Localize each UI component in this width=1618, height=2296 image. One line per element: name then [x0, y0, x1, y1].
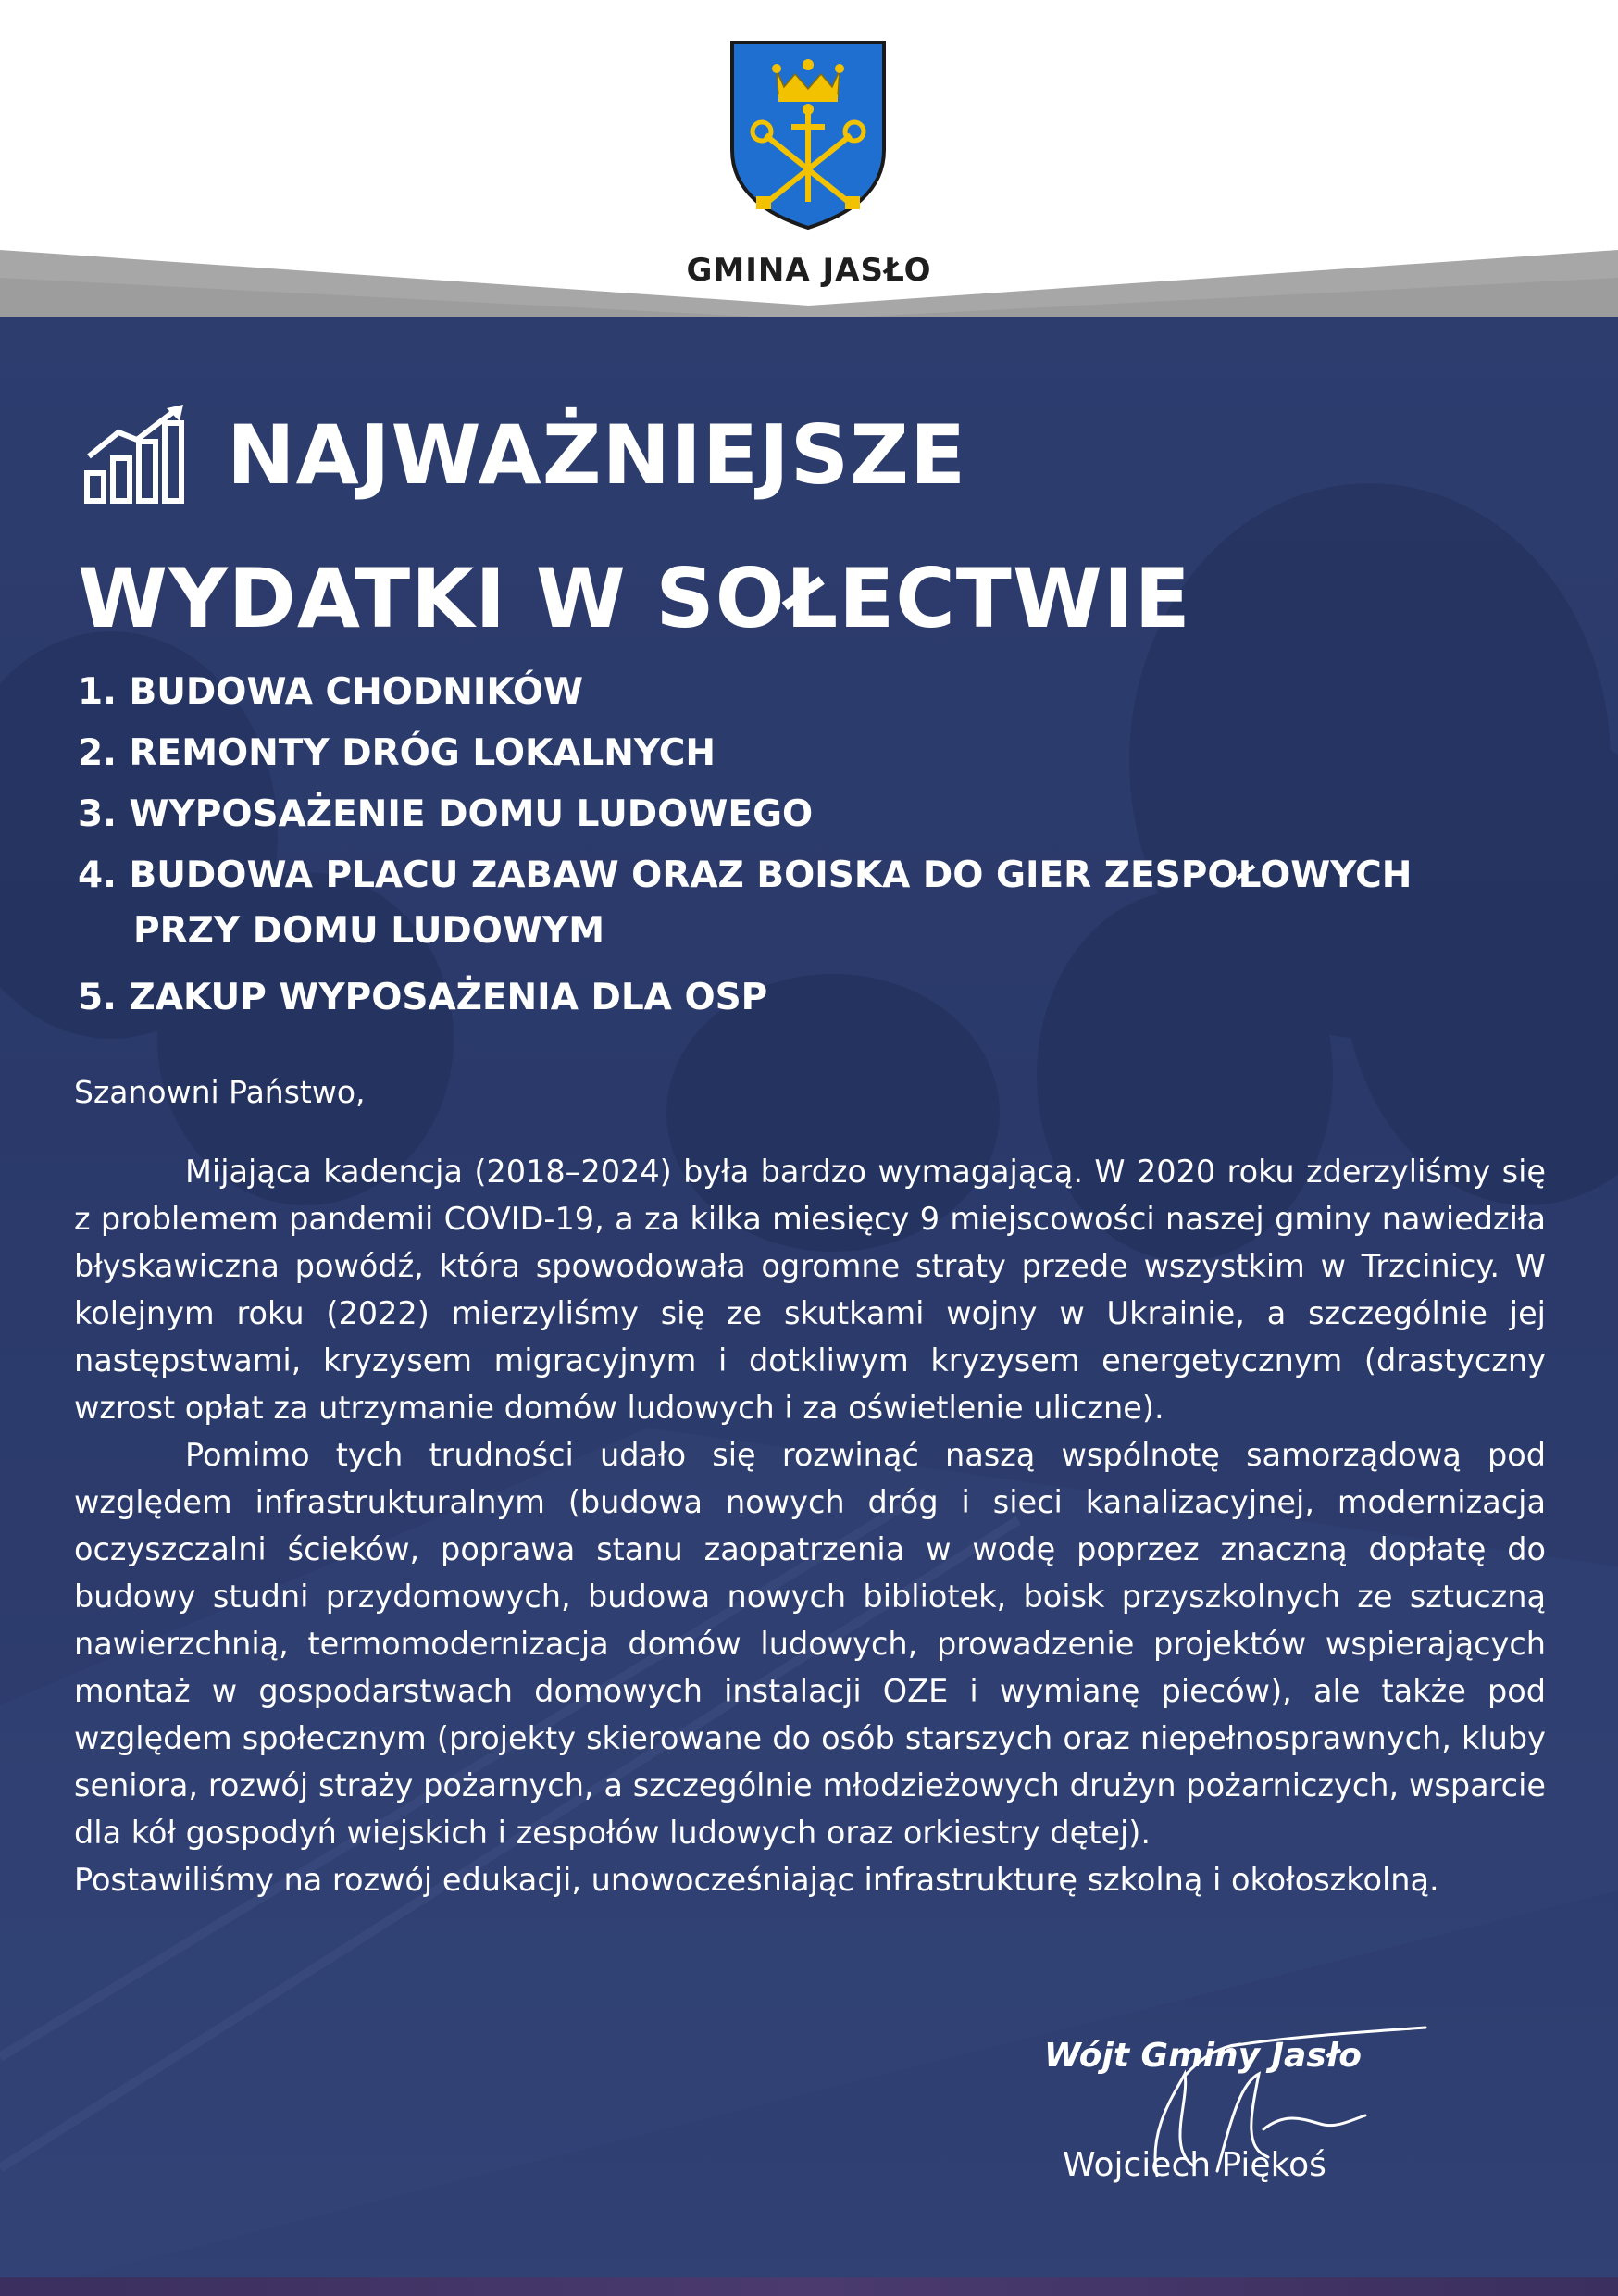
letter-body [74, 1148, 1546, 1903]
list-item [78, 787, 1559, 848]
list-item [78, 726, 1559, 787]
signature-name: Wojciech Piękoś [1063, 2146, 1326, 2184]
list-item-number: 2. [78, 732, 117, 774]
greeting: Szanowni Państwo, [74, 1074, 366, 1110]
list-item-number: 1. [78, 671, 117, 713]
list-item-number: 5. [78, 977, 117, 1018]
title-line-2: WYDATKI W SOŁECTWIE [78, 551, 1191, 646]
paragraph: Postawiliśmy na rozwój edukacji, unowocześniając infrastrukturę szkolną i okołoszkolną. [74, 1862, 1439, 1898]
list-item-number: 3. [78, 793, 117, 835]
list-item [78, 665, 1559, 726]
header [0, 0, 1618, 319]
list-item [78, 970, 1559, 1031]
title-line-1: NAJWAŻNIEJSZE [227, 407, 967, 503]
coat-of-arms-icon [728, 39, 888, 231]
list-item-number: 4. [78, 855, 117, 896]
paragraph: Pomimo tych trudności udało się rozwinąć naszą wspólnotę samorządową pod względem infrastrukturalnym (budowa nowych dróg i sieci kanalizacyjnej, modernizacja oczyszczalni ścieków, poprawa stanu zaopatrzenia w wodę poprzez znaczną dopłatę do budowy studni przydomowych, budowa nowych bibliotek, boisk przyszkolnych ze sztuczną nawierzchnią, termomodernizacja domów ludowych, prowadzenie projektów wspierających montaż w gospodarstwach domowych instalacji OZE i wymianę pieców), ale także pod względem społecznym (projekty skierowane do osób starszych oraz niepełnosprawnych, kluby seniora, rozwój straży pożarnych, a szczególnie młodzieżowych drużyn pożarniczych, wsparcie dla kół gospodyń wiejskich i zespołów ludowych oraz orkiestry dętej). [74, 1437, 1546, 1851]
list-item-text: WYPOSAŻENIE DOMU LUDOWEGO [129, 793, 814, 835]
paragraph: Mijająca kadencja (2018–2024) była bardzo wymagającą. W 2020 roku zderzyliśmy się z problemem pandemii COVID-19, a za kilka miesięcy 9 miejscowości naszej gminy nawiedziła błyskawiczna powódź, która spowodowała ogromne straty przede wszystkim w Trzcinicy. W kolejnym roku (2022) mierzyliśmy się ze skutkami wojny w Ukrainie, a szczególnie jej następstwami, kryzysem migracyjnym i dotkliwym kryzysem energetycznym (drastyczny wzrost opłat za utrzymanie domów ludowych i za oświetlenie uliczne). [74, 1154, 1546, 1426]
organization-name: GMINA JASŁO [686, 252, 932, 289]
list-item [78, 848, 1559, 970]
expenses-list [78, 665, 1559, 1031]
list-item-text: BUDOWA PLACU ZABAW ORAZ BOISKA DO GIER ZESPOŁOWYCH [129, 855, 1413, 896]
signature-title: Wójt Gminy Jasło [1044, 2037, 1362, 2075]
bottom-strip [0, 2277, 1618, 2296]
list-item-text: REMONTY DRÓG LOKALNYCH [129, 732, 716, 774]
list-item-continuation: PRZY DOMU LUDOWYM [133, 910, 605, 952]
list-item-text: ZAKUP WYPOSAŻENIA DLA OSP [129, 977, 768, 1018]
growth-chart-icon [81, 405, 202, 506]
list-item-text: BUDOWA CHODNIKÓW [129, 671, 584, 713]
